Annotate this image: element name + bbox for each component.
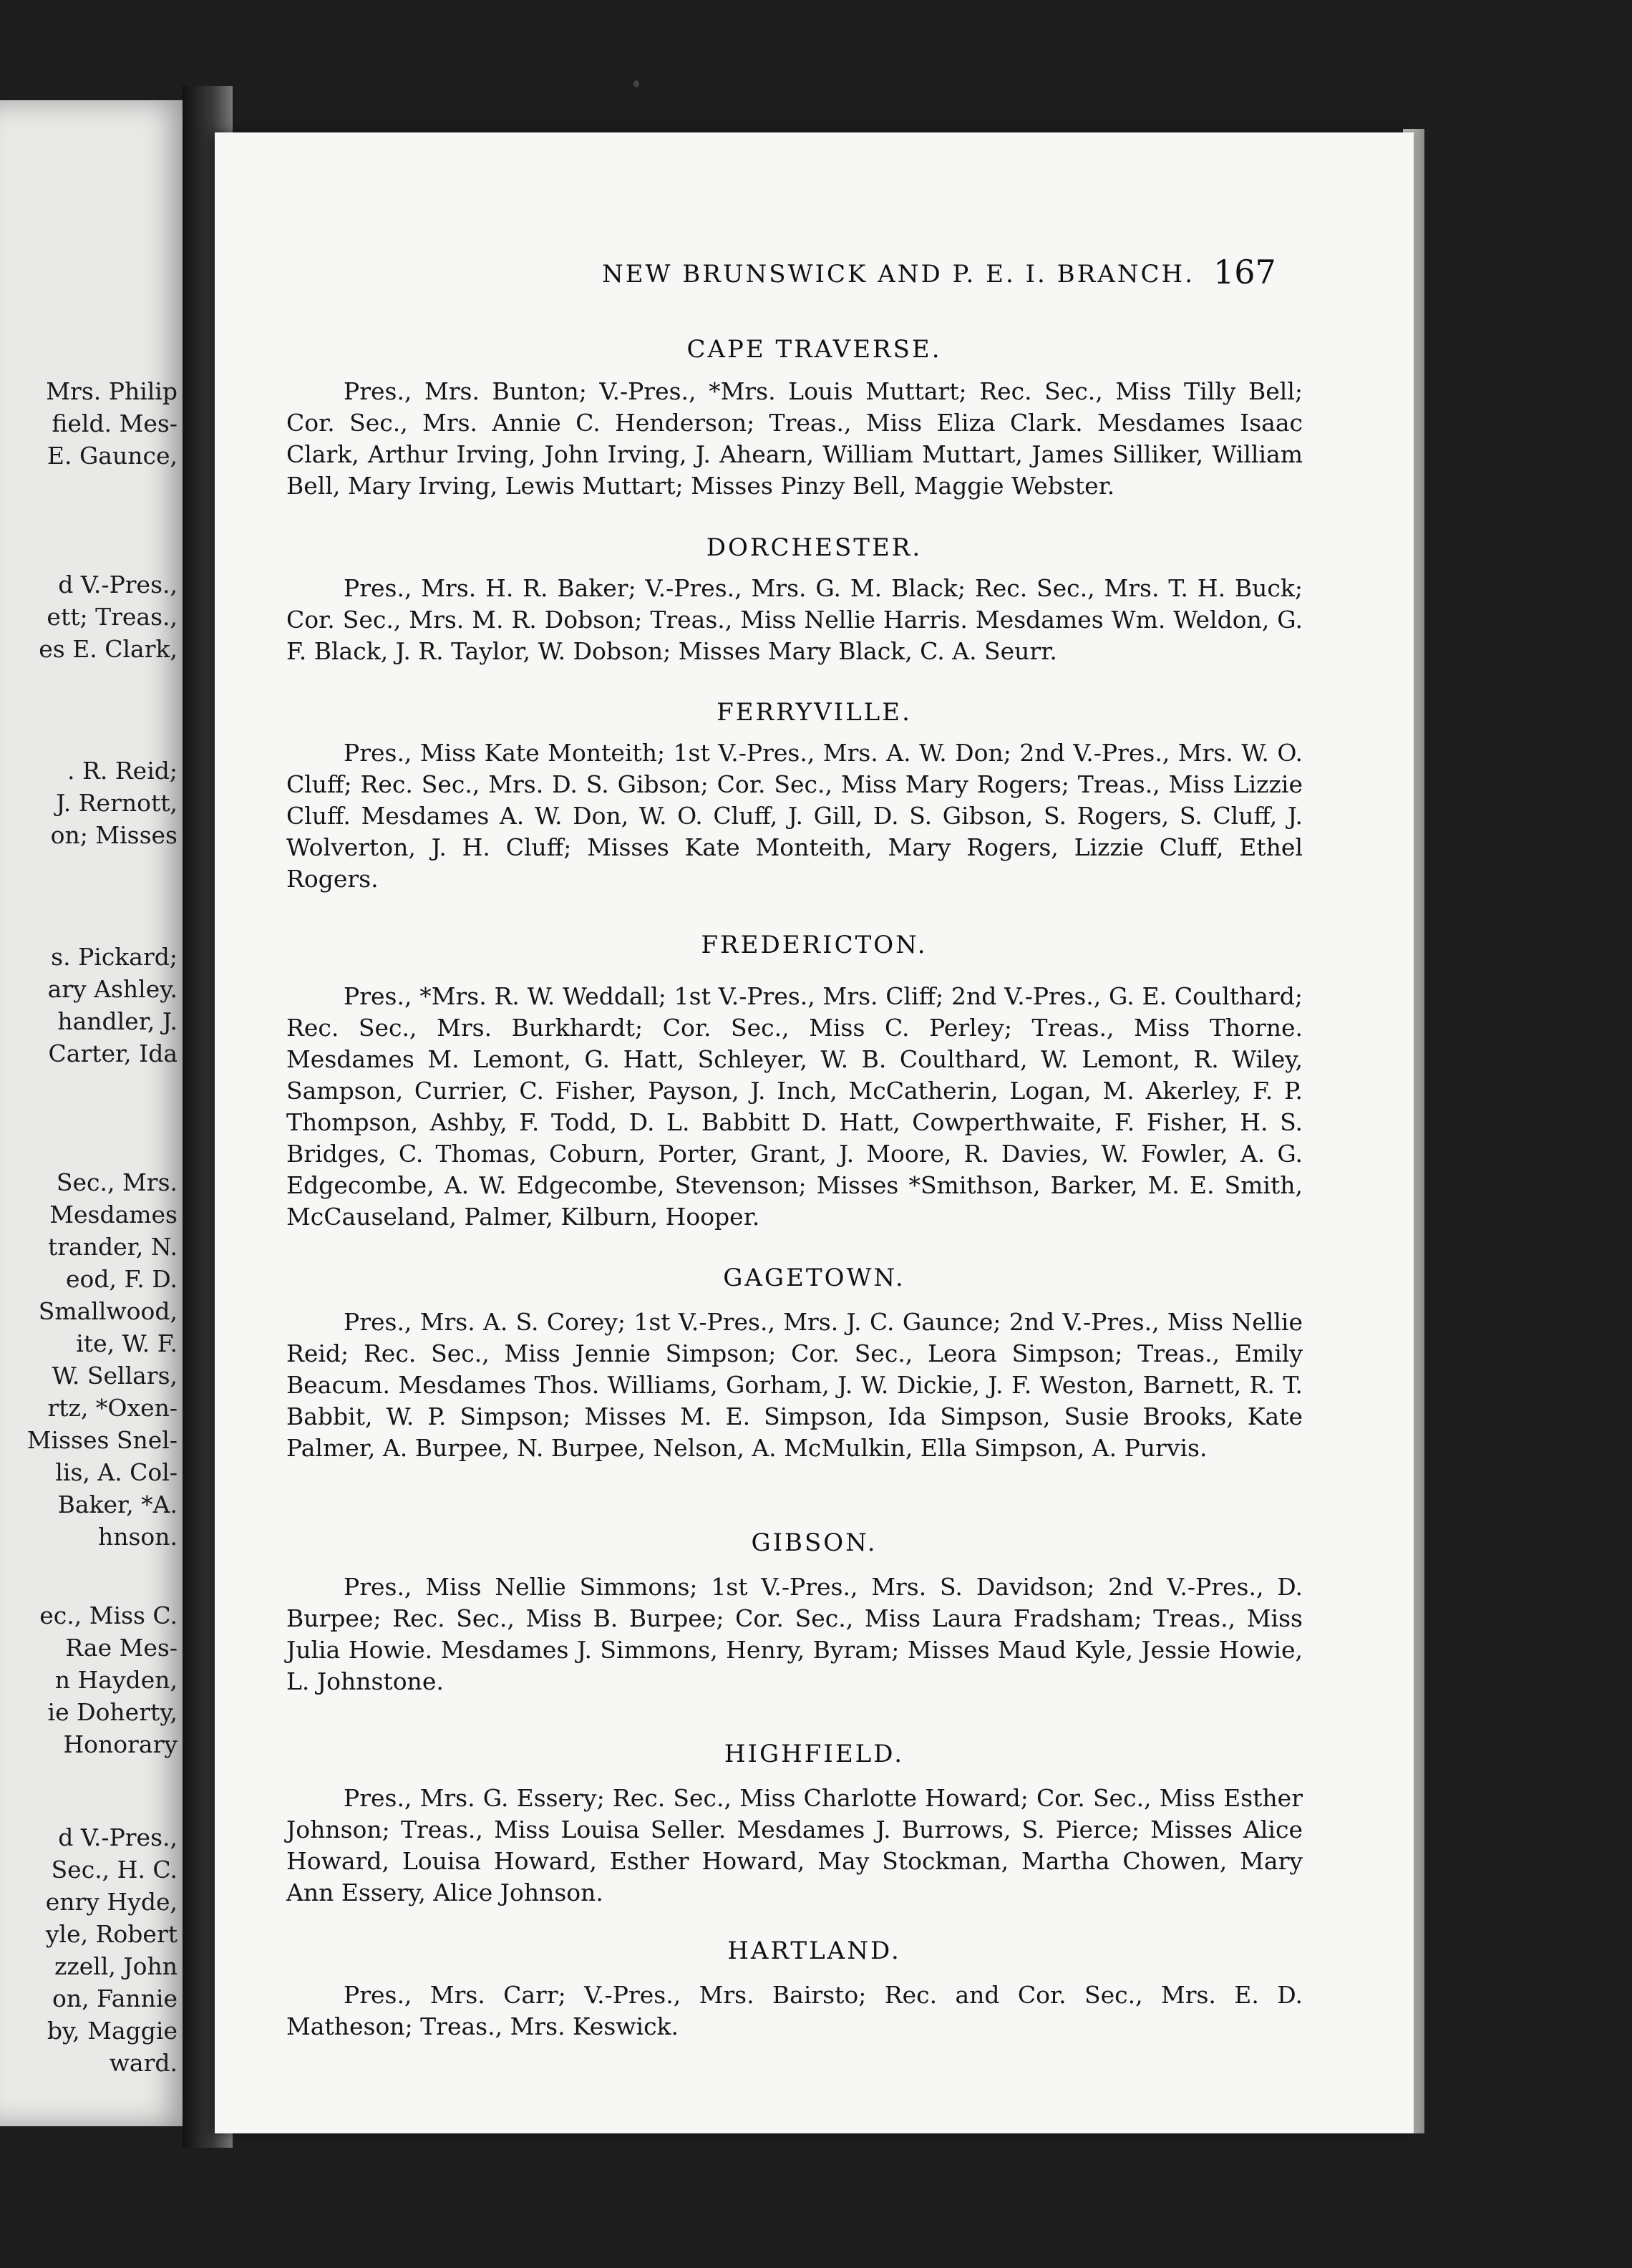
left-page-fragment: Sec., H. C. [51, 1856, 178, 1884]
left-page-fragment: ett; Treas., [47, 603, 178, 631]
section-body-gagetown: Pres., Mrs. A. S. Corey; 1st V.-Pres., Mrs. J. C. Gaunce; 2nd V.-Pres., Miss Nellie Reid; Rec. Sec., Miss Jennie Simpson; Cor. Sec., Leora Simpson; Treas., Emily Beacum. Mesdames Thos. Williams, Gorham, J. W. Dickie, J. F. Weston, Barnett, R. T. Babbit, W. P. Simpson; Misses M. E. Simpson, Ida Simpson, Susie Brooks, Kate Palmer, A. Burpee, N. Burpee, Nelson, A. McMulkin, Ella Simpson, A. Purvis. [286, 1308, 1303, 1462]
left-page-fragment: ie Doherty, [47, 1698, 178, 1726]
left-page-fragment: rtz, *Oxen- [47, 1394, 178, 1422]
section-body-fredericton: Pres., *Mrs. R. W. Weddall; 1st V.-Pres., Mrs. Cliff; 2nd V.-Pres., G. E. Coulthard; Rec. Sec., Mrs. Burkhardt; Cor. Sec., Miss C. Perley; Treas., Miss Thorne. Mesdames M. Lemont, G. Hatt, Schleyer, W. B. Coulthard, W. Lemont, R. Wiley, Sampson, Currier, C. Fisher, Payson, J. Inch, McCatherin, Logan, M. Akerley, F. P. Thompson, Ashby, F. Todd, D. L. Babbitt D. Hatt, Cowperthwaite, F. Fisher, H. S. Bridges, C. Thomas, Coburn, Porter, Grant, J. Moore, R. Davies, W. Fowler, A. G. Edgecombe, A. W. Edgecombe, Stevenson; Misses *Smithson, Barker, M. E. Smith, McCauseland, Palmer, Kilburn, Hooper. [286, 982, 1303, 1231]
left-page-fragment: eod, F. D. [65, 1265, 178, 1293]
left-page-fragment: ec., Miss C. [39, 1601, 178, 1629]
left-page-fragment: ary Ashley. [47, 975, 178, 1003]
left-page-fragment: Rae Mes- [65, 1634, 178, 1662]
section-heading-fredericton: FREDERICTON. [701, 931, 928, 959]
section-heading-gibson: GIBSON. [751, 1528, 878, 1557]
left-page-fragment: Mesdames [49, 1201, 178, 1228]
section-heading-dorchester: DORCHESTER. [706, 533, 923, 562]
left-page-fragment: E. Gaunce, [47, 442, 178, 470]
left-page-fragment: hnson. [97, 1523, 178, 1551]
left-page-fragment: . R. Reid; [67, 757, 178, 785]
section-heading-highfield: HIGHFIELD. [724, 1740, 905, 1768]
left-page-fragment: Baker, *A. [57, 1491, 178, 1518]
section-heading-gagetown: GAGETOWN. [723, 1264, 905, 1292]
left-page-fragment: field. Mes- [52, 410, 178, 437]
section-body-ferryville: Pres., Miss Kate Monteith; 1st V.-Pres., Mrs. A. W. Don; 2nd V.-Pres., Mrs. W. O. Cluff; Rec. Sec., Mrs. D. S. Gibson; Cor. Sec., Miss Mary Rogers; Treas., Miss Lizzie Cluff. Mesdames A. W. Don, W. O. Cluff, J. Gill, D. S. Gibson, S. Rogers, S. Cluff, J. Wolverton, J. H. Cluff; Misses Kate Monteith, Mary Rogers, Lizzie Cluff, Ethel Rogers. [286, 739, 1303, 893]
left-page-fragment: es E. Clark, [39, 635, 178, 663]
left-page-fragment: Carter, Ida [48, 1040, 178, 1067]
left-page-fragment: lis, A. Col- [55, 1458, 178, 1486]
left-page-fragment: Misses Snel- [26, 1426, 178, 1454]
left-page-fragment: zzell, John [54, 1952, 178, 1980]
left-page-fragment: ite, W. F. [76, 1329, 178, 1357]
left-page-fragment: trander, N. [47, 1233, 178, 1261]
page-number: 167 [1213, 253, 1276, 291]
scan-speck [633, 80, 639, 87]
left-page-fragment: Sec., Mrs. [56, 1168, 178, 1196]
section-body-cape-traverse: Pres., Mrs. Bunton; V.-Pres., *Mrs. Louis Muttart; Rec. Sec., Miss Tilly Bell; Cor. Sec., Mrs. Annie C. Henderson; Treas., Miss Eliza Clark. Mesdames Isaac Clark, Arthur Irving, John Irving, J. Ahearn, William Muttart, James Silliker, William Bell, Mary Irving, Lewis Muttart; Misses Pinzy Bell, Maggie Webster. [286, 377, 1303, 500]
left-page-fragment: s. Pickard; [51, 943, 178, 971]
left-page-fragment: ward. [109, 2049, 178, 2077]
right-page [215, 132, 1414, 2133]
left-page-fragment: on, Fannie [52, 1984, 178, 2012]
left-page-fragment: W. Sellars, [52, 1362, 178, 1390]
left-page-fragment: J. Rernott, [56, 789, 178, 817]
left-page-fragment: by, Maggie [47, 2017, 178, 2045]
section-body-dorchester: Pres., Mrs. H. R. Baker; V.-Pres., Mrs. G. M. Black; Rec. Sec., Mrs. T. H. Buck; Cor. Sec., Mrs. M. R. Dobson; Treas., Miss Nellie Harris. Mesdames Wm. Weldon, G. F. Black, J. R. Taylor, W. Dobson; Misses Mary Black, C. A. Seurr. [286, 574, 1303, 665]
section-body-highfield: Pres., Mrs. G. Essery; Rec. Sec., Miss Charlotte Howard; Cor. Sec., Miss Esther Johnson; Treas., Miss Louisa Seller. Mesdames J. Burrows, S. Pierce; Misses Alice Howard, Louisa Howard, Esther Howard, May Stockman, Martha Chowen, Mary Ann Essery, Alice Johnson. [286, 1784, 1303, 1906]
left-page-fragment: Honorary [63, 1730, 178, 1758]
left-facing-page [0, 100, 193, 2126]
left-page-fragment: Smallwood, [38, 1297, 178, 1325]
left-page-fragment: d V.-Pres., [58, 571, 178, 598]
left-page-fragment: enry Hyde, [45, 1888, 178, 1916]
left-page-fragment: yle, Robert [45, 1920, 178, 1948]
section-body-hartland: Pres., Mrs. Carr; V.-Pres., Mrs. Bairsto; Rec. and Cor. Sec., Mrs. E. D. Matheson; Treas., Mrs. Keswick. [286, 1981, 1303, 2040]
left-page-fragment: d V.-Pres., [58, 1823, 178, 1851]
section-heading-ferryville: FERRYVILLE. [717, 698, 912, 727]
section-heading-hartland: HARTLAND. [727, 1937, 901, 1965]
left-page-fragment: Mrs. Philip [46, 377, 178, 405]
left-page-fragment: n Hayden, [54, 1666, 178, 1694]
running-head: NEW BRUNSWICK AND P. E. I. BRANCH. [601, 260, 1195, 289]
section-heading-cape-traverse: CAPE TRAVERSE. [686, 335, 942, 364]
section-body-gibson: Pres., Miss Nellie Simmons; 1st V.-Pres., Mrs. S. Davidson; 2nd V.-Pres., D. Burpee; Rec. Sec., Miss B. Burpee; Cor. Sec., Miss Laura Fradsham; Treas., Miss Julia Howie. Mesdames J. Simmons, Henry, Byram; Misses Maud Kyle, Jessie Howie, L. Johnstone. [286, 1573, 1303, 1695]
left-page-fragment: on; Misses [50, 821, 178, 849]
left-page-fragment: handler, J. [57, 1007, 178, 1035]
